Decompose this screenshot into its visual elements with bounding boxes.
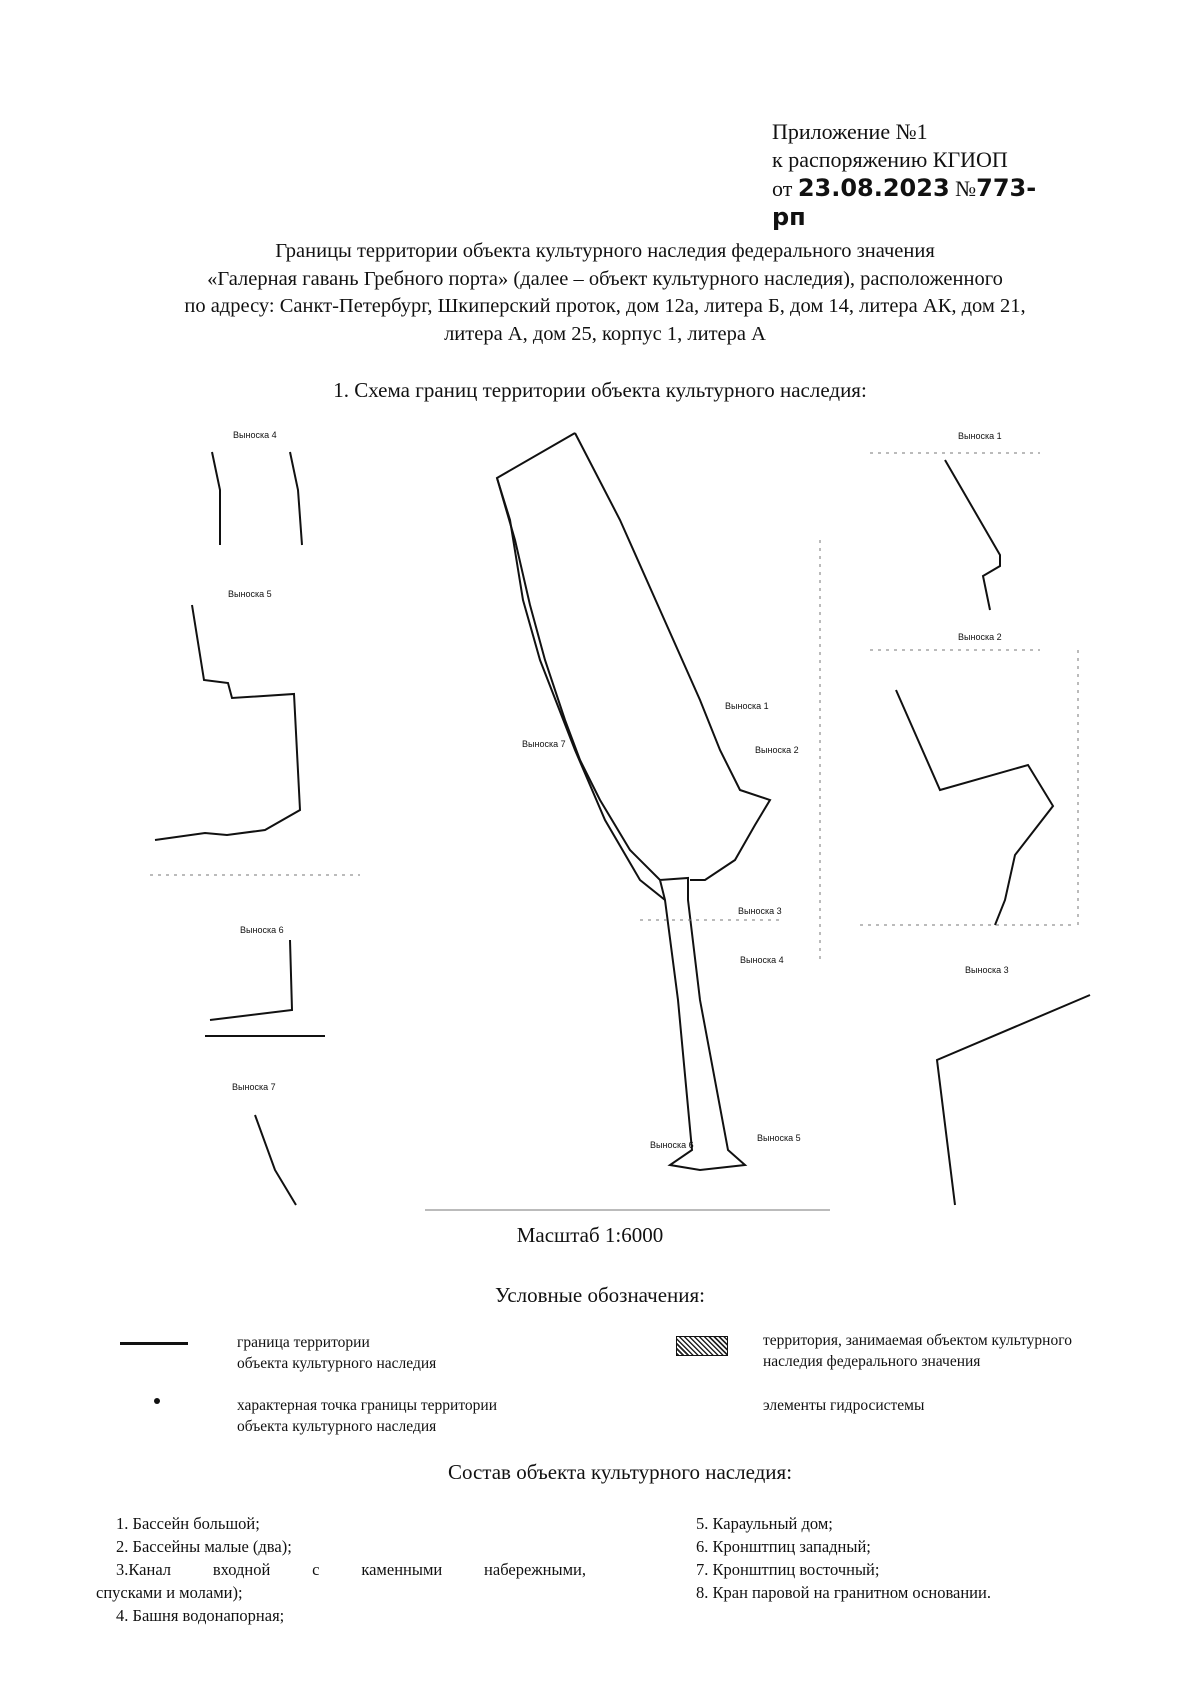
composition-item: 6. Кронштпиц западный; <box>696 1537 871 1556</box>
callout-label-1: Выноска 1 <box>958 431 1002 441</box>
scheme-heading: 1. Схема границ территории объекта культурного наследия: <box>333 378 867 402</box>
order-number: 773-рп <box>772 174 1037 231</box>
appendix-order: к распоряжению КГИОП <box>772 147 1008 172</box>
composition-item: 8. Кран паровой на гранитном основании. <box>696 1583 991 1602</box>
map-label-6: Выноска 6 <box>650 1140 694 1150</box>
appendix-date-line: от 23.08.2023 №773-рп <box>772 174 1037 231</box>
composition-right-list <box>696 1512 1116 1604</box>
map-scale: Масштаб 1:6000 <box>516 1223 664 1247</box>
legend-title: Условные обозначения: <box>494 1283 706 1307</box>
composition-item-continuation: спусками и молами); <box>96 1583 243 1602</box>
composition-item: 5. Караульный дом; <box>696 1514 833 1533</box>
map-label-5: Выноска 5 <box>757 1133 801 1143</box>
callout-label-6: Выноска 6 <box>240 925 284 935</box>
main-boundary-west <box>497 478 665 900</box>
composition-item: 7. Кронштпиц восточный; <box>696 1560 880 1579</box>
composition-item: 1. Бассейн большой; <box>116 1514 260 1533</box>
composition-item: 2. Бассейны малые (два); <box>116 1537 292 1556</box>
map-label-3: Выноска 3 <box>738 906 782 916</box>
callout-label-3: Выноска 3 <box>965 965 1009 975</box>
callout-label-5: Выноска 5 <box>228 589 272 599</box>
callout-label-2: Выноска 2 <box>958 632 1002 642</box>
composition-left-list <box>96 1512 586 1627</box>
legend-territory-swatch <box>676 1336 728 1356</box>
callout-label-7: Выноска 7 <box>232 1082 276 1092</box>
legend-hydro-text: элементы гидросистемы <box>763 1397 925 1414</box>
legend-boundary-symbol <box>120 1342 188 1345</box>
main-boundary-east <box>575 433 770 880</box>
appendix-number: Приложение №1 <box>772 119 928 144</box>
order-date: 23.08.2023 <box>797 174 950 202</box>
document-title: Границы территории объекта культурного наследия федерального значения «Галерная гавань Гребного порта» (далее – объект культурного наследия), расположенного по адресу: Санкт-Петербург, Шкиперский проток, дом 12а, литера Б, дом 14, литера АК, дом 21, литера А, дом 25, корпус 1, литера А <box>184 240 1026 345</box>
legend-point-symbol <box>154 1398 160 1404</box>
composition-item: 4. Башня водонапорная; <box>116 1606 285 1625</box>
legend-point-text: характерная точка границы территории объекта культурного наследия <box>237 1397 497 1435</box>
map-label-7: Выноска 7 <box>522 739 566 749</box>
map-label-4: Выноска 4 <box>740 955 784 965</box>
legend-boundary-text: граница территории объекта культурного наследия <box>237 1334 437 1372</box>
map-label-1: Выноска 1 <box>725 701 769 711</box>
composition-title: Состав объекта культурного наследия: <box>447 1460 793 1484</box>
main-boundary-line <box>497 433 745 1170</box>
map-label-2: Выноска 2 <box>755 745 799 755</box>
composition-item: 3.Канал входной с каменными набережными, <box>116 1560 586 1579</box>
callout-label-4: Выноска 4 <box>233 430 277 440</box>
legend-territory-text: территория, занимаемая объектом культурного наследия федерального значения <box>763 1332 1072 1370</box>
